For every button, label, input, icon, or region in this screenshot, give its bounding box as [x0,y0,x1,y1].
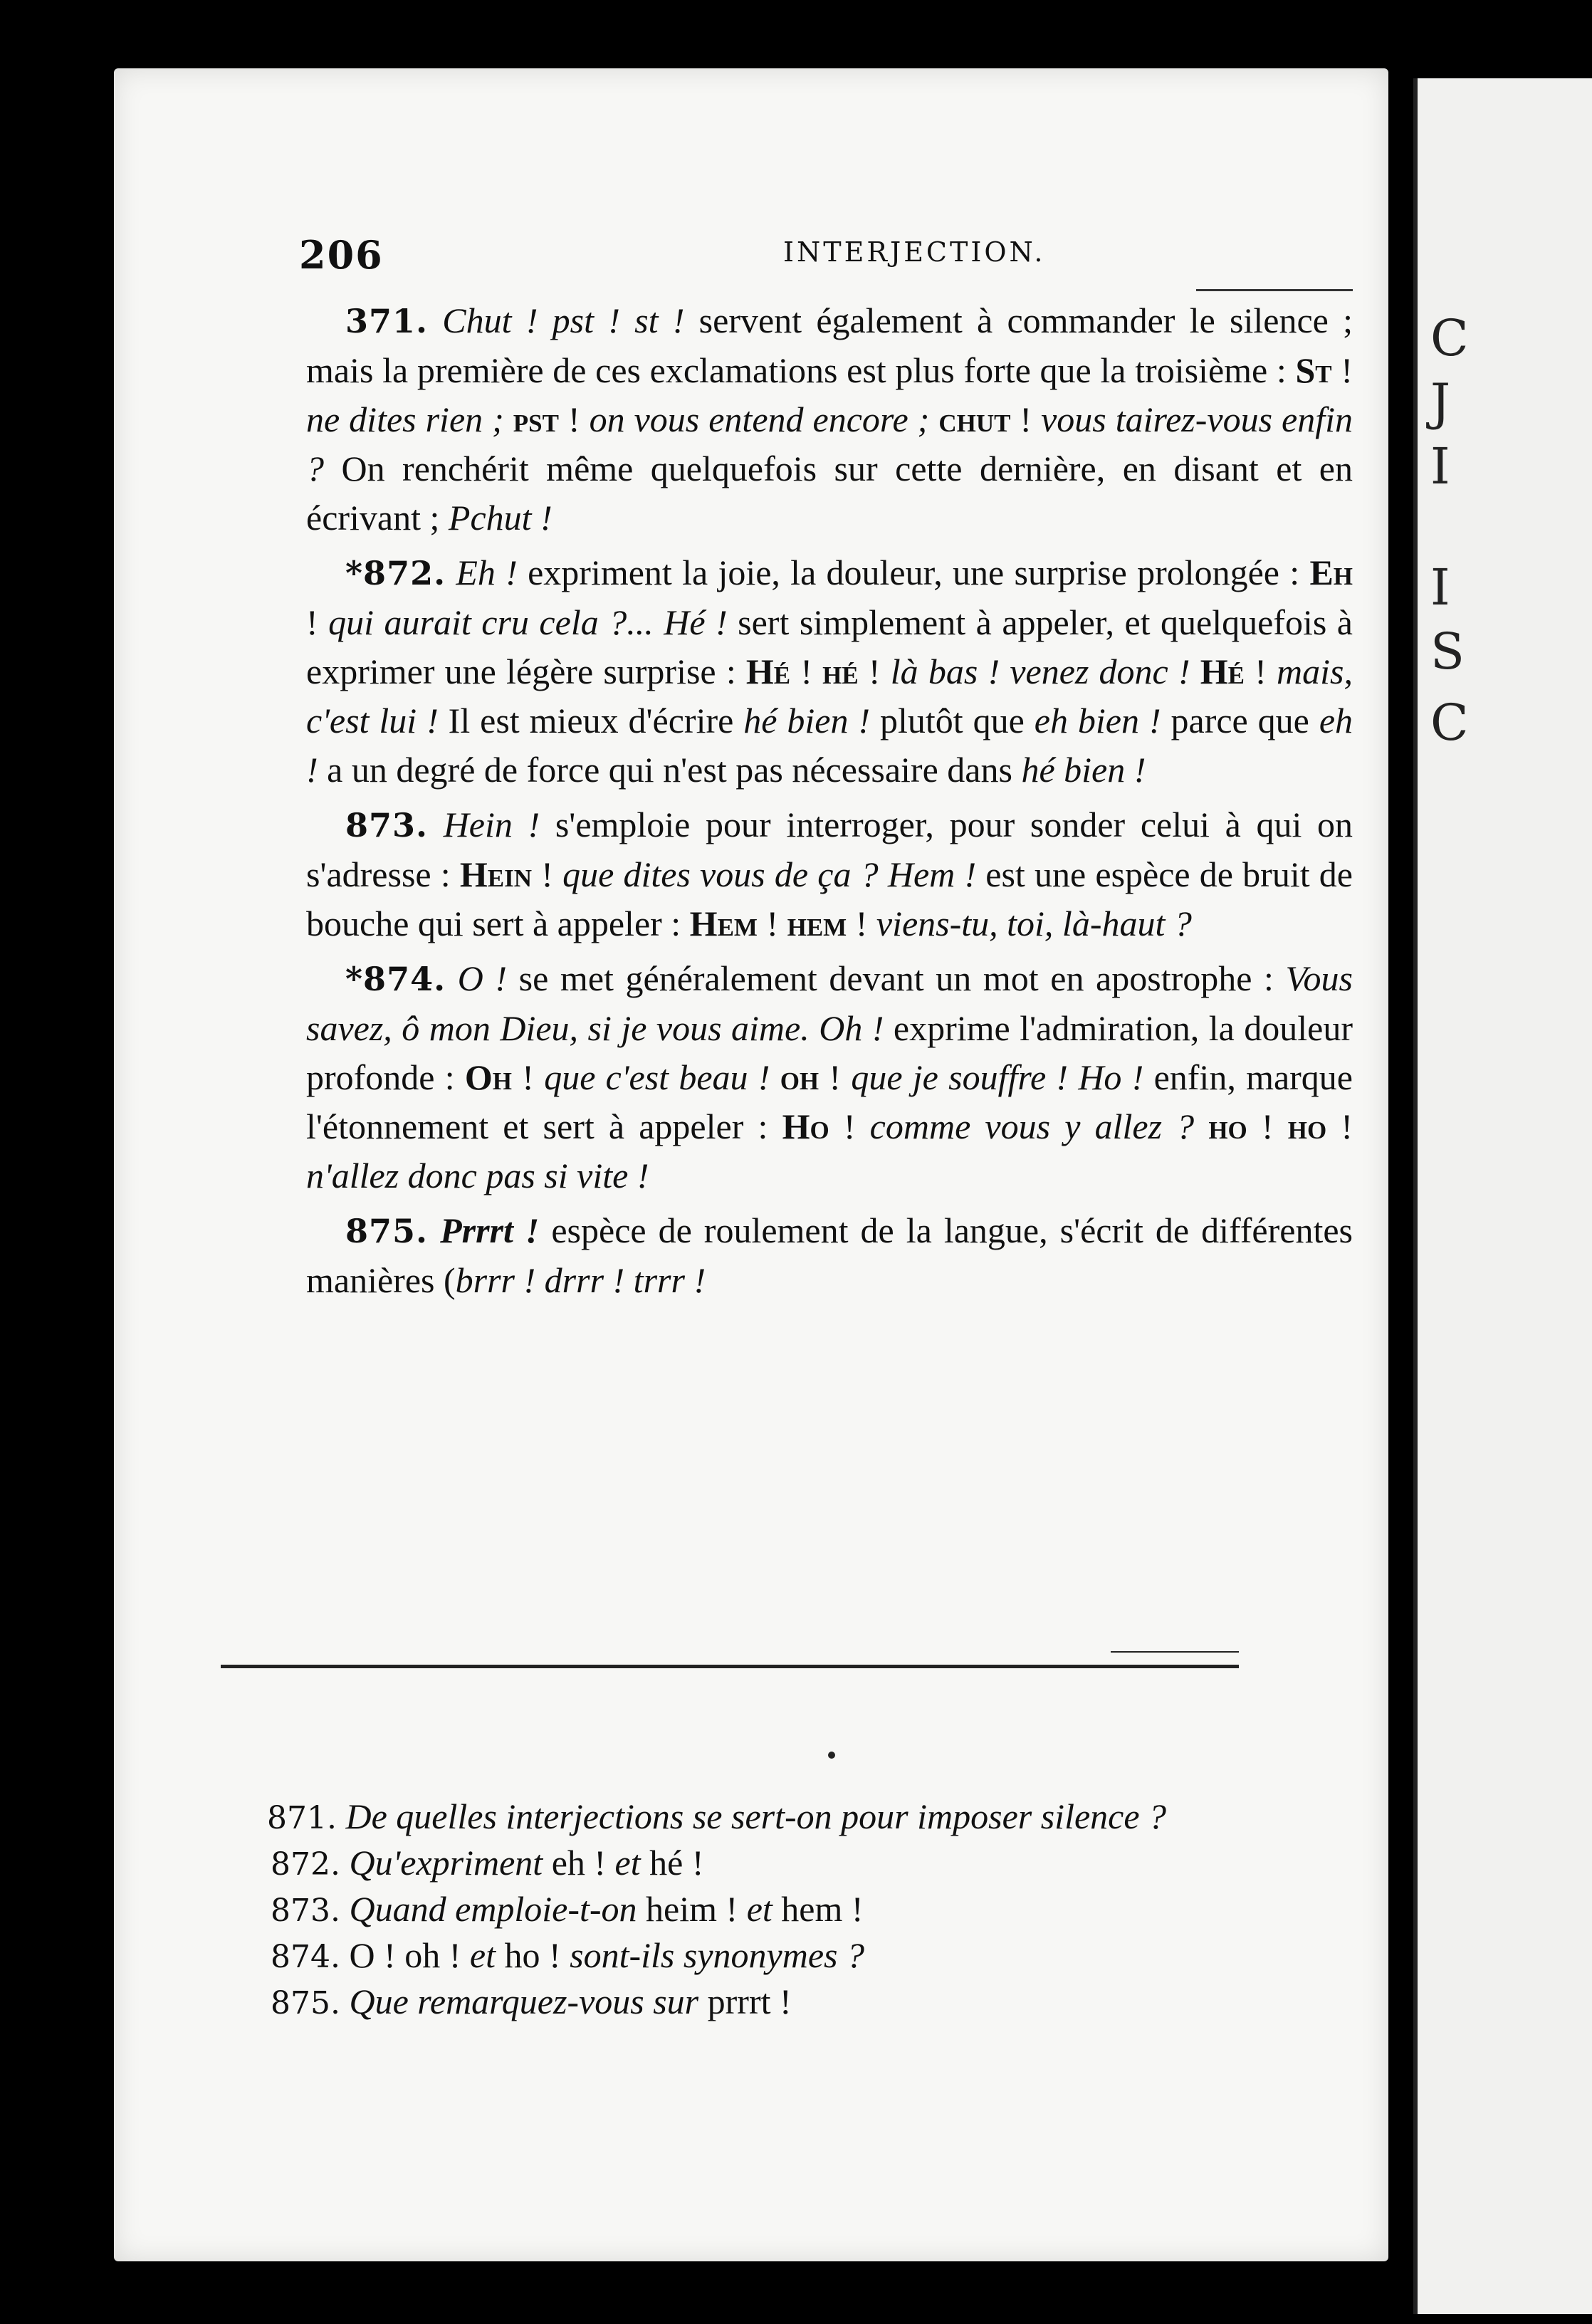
text-run [770,1057,780,1097]
text-run [428,805,444,844]
text-run: Prrrt ! [440,1210,540,1250]
text-run: Vous savez, ô mon Dieu, si je vous aime. Oh ! [306,958,1353,1048]
facing-page-fragment: J [1430,373,1451,431]
paragraph-text [306,805,1353,943]
text-run: ! [829,1106,870,1146]
text-run [428,300,442,340]
paragraph-371 [306,296,1353,543]
text-run: que dites vous de ça ? Hem ! [562,854,977,894]
question-text [340,1982,792,2021]
facing-page-edge [1413,78,1592,2314]
text-run: hem ! [772,1889,864,1929]
paragraph-number: *874. [345,960,446,998]
text-run: On renchérit même quelquefois sur cette dernière, en disant et en écrivant ; [306,449,1353,538]
text-run: enfin, marque l'étonnement et sert à appeler : [306,1057,1353,1146]
text-run: Oh [464,1057,513,1097]
question-number: 875. [271,1985,340,2021]
text-run: brrr ! drrr ! trrr ! [455,1260,706,1300]
question-number: 872. [271,1846,340,1883]
question-874 [214,1933,1267,1979]
paragraph-number: *872. [345,554,446,592]
text-run [340,1982,350,2021]
text-run: Pchut ! [448,498,553,538]
paragraph-number: 371. [345,302,429,340]
facing-page-fragment: I [1430,437,1450,496]
text-run: Eh ! [456,553,518,592]
text-run: hé [822,651,859,691]
question-number: 873. [271,1893,340,1929]
text-run: ho [1208,1106,1247,1146]
question-text [337,1796,1166,1836]
text-run: chut [938,399,1011,439]
text-run: ! [847,904,876,943]
text-run: est une espèce de bruit de bouche qui sert à appeler : [306,854,1353,943]
book-page [114,68,1388,2261]
text-run: ! [1245,651,1277,691]
text-run: ! [757,904,787,943]
question-875 [214,1979,1267,2026]
text-run [1194,1106,1208,1146]
text-run: O ! oh ! [340,1935,470,1975]
text-run: ! [512,1057,545,1097]
text-run: eh bien ! [1034,701,1161,740]
text-run: que c'est beau ! [544,1057,770,1097]
paragraph-text [306,1210,1353,1300]
text-run: a un degré de force qui n'est pas nécessaire dans [318,750,1022,790]
text-run [340,1843,350,1883]
question-text [340,1889,864,1929]
paragraph-number: 873. [345,806,429,844]
text-run: O ! [457,958,508,998]
text-run: on vous entend encore ; [589,399,930,439]
text-run: St [1295,350,1332,390]
paragraph-number: 875. [345,1212,429,1250]
text-run: hé bien ! [743,701,871,740]
text-run: ne dites rien ; [306,399,504,439]
text-run: hem [787,904,847,943]
text-run: et [469,1935,496,1975]
text-run: expriment la joie, la douleur, une surprise prolongée : [517,553,1310,592]
paragraph-872 [306,548,1353,795]
text-run [340,1889,350,1929]
text-run: Hem [689,904,758,943]
text-run: espèce de roulement de la langue, s'écrit de différentes manières ( [306,1210,1353,1300]
text-run: Eh [1309,553,1353,592]
text-run [446,958,458,998]
question-text [340,1935,864,1975]
paragraph-873 [306,800,1353,948]
text-run: ! [306,602,329,642]
text-run: et [614,1843,641,1883]
text-run: Ho [782,1106,829,1146]
facing-page-fragment: I [1430,558,1450,617]
text-run: ho ! [495,1935,570,1975]
text-run: n'allez donc pas si vite ! [306,1156,649,1195]
text-run [504,399,513,439]
body-text [306,296,1353,1311]
text-run: Hein ! [443,805,540,844]
text-run: sert simplement à appeler, et quelquefois à exprimer une légère surprise : [306,602,1353,691]
question-873 [214,1887,1267,1933]
review-questions [214,1794,1267,2026]
text-run: se met généralement devant un mot en apostrophe : [507,958,1286,998]
text-run: ! [858,651,891,691]
text-run: exprime l'admiration, la douleur profonde : [306,1008,1353,1097]
text-run: Chut ! pst ! st ! [442,300,685,340]
text-run: pst [513,399,559,439]
text-run [929,399,938,439]
text-run: Qu'expriment [349,1843,543,1883]
text-run: servent également à commander le silence ; mais la première de ces exclamations est plus forte que la troisième : [306,300,1353,390]
text-run: sont-ils synonymes ? [570,1935,864,1975]
text-run [446,553,456,592]
text-run: mais, c'est lui ! [306,651,1353,740]
paragraph-text [306,958,1353,1195]
section-rule-short [1111,1651,1239,1653]
text-run: ! [558,399,590,439]
running-title: INTERJECTION. [783,236,1046,268]
text-run: Hein [459,854,533,894]
text-run: s'emploie pour interroger, pour sonder celui à qui on s'adresse : [306,805,1353,894]
text-run: prrrt ! [698,1982,792,2021]
text-run: heim ! [637,1889,747,1929]
text-run: comme vous y allez ? [869,1106,1195,1146]
text-run: là bas ! venez donc ! [890,651,1190,691]
text-run: ! [819,1057,852,1097]
paragraph-874 [306,954,1353,1200]
text-run: ! [1010,399,1042,439]
page-number: 206 [299,232,384,278]
facing-page-fragment: C [1430,309,1469,367]
text-run: hé bien ! [1021,750,1146,790]
text-run: parce que [1161,701,1319,740]
text-run: Hé [1200,651,1245,691]
question-872 [214,1841,1267,1887]
question-text [340,1843,704,1883]
header-rule [1196,289,1353,291]
text-run: ! [532,854,563,894]
question-number: 874. [271,1939,340,1975]
text-run: qui aurait cru cela ?... Hé ! [328,602,728,642]
text-run: Quand emploie-t-on [349,1889,637,1929]
section-rule [221,1665,1239,1668]
page-header [299,232,1353,289]
text-run: hé ! [640,1843,704,1883]
text-run: Il est mieux d'écrire [438,701,744,740]
question-871 [214,1794,1267,1841]
facing-page-fragment: S [1430,622,1465,681]
text-run: Hé [745,651,791,691]
text-run: ! [1331,350,1353,390]
question-number: 871. [267,1800,337,1836]
text-run: eh ! [543,1843,615,1883]
text-run [1190,651,1200,691]
text-run [428,1210,440,1250]
text-run: Que remarquez-vous sur [349,1982,699,2021]
paragraph-text [306,553,1353,790]
paragraph-text [306,300,1353,538]
paragraph-875 [306,1206,1353,1305]
text-run: De quelles interjections se sert-on pour imposer silence ? [345,1796,1167,1836]
text-run [337,1796,346,1836]
text-run: oh [780,1057,819,1097]
facing-page-fragment: C [1430,693,1469,752]
text-run: vous tairez-vous enfin ? [306,399,1353,488]
text-run: et [746,1889,773,1929]
text-run: ! [1326,1106,1353,1146]
text-run: ! [790,651,823,691]
text-run: ! [1247,1106,1288,1146]
text-run: que je souffre ! Ho ! [851,1057,1144,1097]
text-run: plutôt que [870,701,1035,740]
text-run: viens-tu, toi, là-haut ? [876,904,1192,943]
text-run: ho [1287,1106,1327,1146]
text-run: eh ! [306,701,1353,790]
separator-dot [828,1752,835,1759]
